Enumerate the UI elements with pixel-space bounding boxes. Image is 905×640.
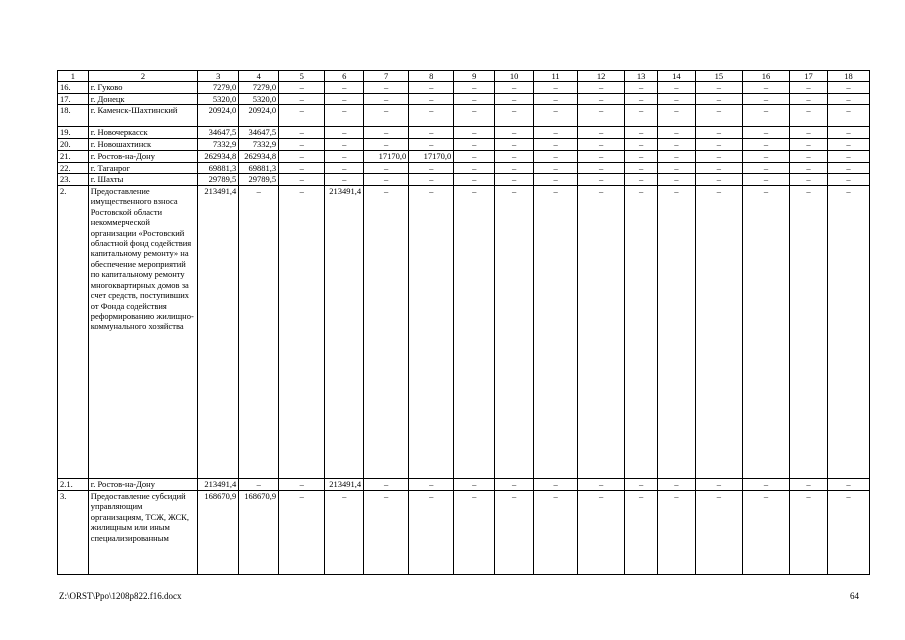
table-cell: – bbox=[742, 162, 789, 173]
table-cell: – bbox=[657, 93, 695, 104]
table-cell: – bbox=[364, 93, 409, 104]
table-cell: – bbox=[279, 162, 325, 173]
row-number: 2.1. bbox=[58, 479, 89, 491]
table-cell: – bbox=[742, 105, 789, 127]
table-row bbox=[58, 139, 870, 150]
table-cell: – bbox=[495, 127, 534, 139]
table-cell: – bbox=[279, 93, 325, 104]
table-cell: – bbox=[625, 174, 658, 186]
table-cell: – bbox=[279, 150, 325, 162]
table-cell: 213491,4 bbox=[325, 479, 364, 491]
table-cell: 213491,4 bbox=[198, 479, 239, 491]
table-cell: – bbox=[495, 491, 534, 575]
table-cell: – bbox=[534, 162, 578, 173]
table-row bbox=[58, 479, 870, 491]
table-cell: – bbox=[279, 174, 325, 186]
table-row bbox=[58, 491, 870, 575]
table-cell: – bbox=[279, 139, 325, 150]
table-cell: – bbox=[534, 174, 578, 186]
row-number: 22. bbox=[58, 162, 89, 173]
table-cell: – bbox=[657, 491, 695, 575]
table-cell: – bbox=[534, 491, 578, 575]
table-cell: 34647,5 bbox=[239, 127, 279, 139]
table-cell: – bbox=[454, 162, 495, 173]
table-cell: – bbox=[790, 150, 828, 162]
table-row bbox=[58, 150, 870, 162]
table-cell: – bbox=[625, 479, 658, 491]
table-cell: – bbox=[827, 82, 869, 93]
column-header-2: 2 bbox=[88, 71, 198, 82]
table-cell: – bbox=[279, 105, 325, 127]
column-header-1: 1 bbox=[58, 71, 89, 82]
table-cell: – bbox=[325, 82, 364, 93]
row-name: г. Гуково bbox=[88, 82, 198, 93]
table-cell: – bbox=[364, 186, 409, 479]
table-cell: – bbox=[409, 105, 454, 127]
table-cell: – bbox=[625, 82, 658, 93]
table-cell: – bbox=[827, 105, 869, 127]
table-cell: – bbox=[364, 174, 409, 186]
table-cell: – bbox=[625, 186, 658, 479]
table-cell: – bbox=[625, 105, 658, 127]
row-name: г. Ростов-на-Дону bbox=[88, 150, 198, 162]
table-cell: – bbox=[279, 479, 325, 491]
table-cell: – bbox=[790, 139, 828, 150]
table-cell: – bbox=[454, 139, 495, 150]
table-cell: – bbox=[239, 186, 279, 479]
table-cell: – bbox=[325, 174, 364, 186]
table-cell: – bbox=[325, 150, 364, 162]
table-cell: – bbox=[534, 127, 578, 139]
table-cell: – bbox=[409, 139, 454, 150]
table-cell: – bbox=[454, 127, 495, 139]
table-cell: – bbox=[657, 186, 695, 479]
table-row bbox=[58, 93, 870, 104]
table-cell: – bbox=[495, 93, 534, 104]
table-cell: – bbox=[534, 479, 578, 491]
table-cell: – bbox=[325, 127, 364, 139]
table-cell: – bbox=[495, 139, 534, 150]
table-cell: – bbox=[742, 491, 789, 575]
table-cell: – bbox=[827, 491, 869, 575]
table-cell: – bbox=[657, 82, 695, 93]
table-cell: – bbox=[742, 150, 789, 162]
table-cell: – bbox=[625, 162, 658, 173]
table-cell: – bbox=[454, 186, 495, 479]
table-cell: – bbox=[827, 186, 869, 479]
table-cell: 262934,8 bbox=[239, 150, 279, 162]
table-row bbox=[58, 162, 870, 173]
table-cell: – bbox=[657, 174, 695, 186]
table-cell: – bbox=[625, 127, 658, 139]
table-cell: – bbox=[364, 491, 409, 575]
table-cell: – bbox=[827, 162, 869, 173]
row-name: г. Таганрог bbox=[88, 162, 198, 173]
table-cell: – bbox=[409, 127, 454, 139]
table-cell: – bbox=[578, 93, 625, 104]
table-cell: – bbox=[790, 162, 828, 173]
table-cell: – bbox=[454, 82, 495, 93]
column-header-18: 18 bbox=[827, 71, 869, 82]
column-header-14: 14 bbox=[657, 71, 695, 82]
row-number: 21. bbox=[58, 150, 89, 162]
table-cell: – bbox=[578, 105, 625, 127]
table-cell: – bbox=[578, 150, 625, 162]
column-header-11: 11 bbox=[534, 71, 578, 82]
table-cell: 69881,3 bbox=[239, 162, 279, 173]
table-cell: 168670,9 bbox=[198, 491, 239, 575]
table-cell: – bbox=[742, 186, 789, 479]
table-cell: – bbox=[827, 127, 869, 139]
table-cell: – bbox=[657, 479, 695, 491]
table-cell: – bbox=[534, 139, 578, 150]
column-header-16: 16 bbox=[742, 71, 789, 82]
table-cell: – bbox=[495, 479, 534, 491]
table-cell: – bbox=[325, 139, 364, 150]
table-cell: – bbox=[695, 150, 742, 162]
table-cell: 34647,5 bbox=[198, 127, 239, 139]
row-number: 17. bbox=[58, 93, 89, 104]
table-cell: – bbox=[578, 174, 625, 186]
table-cell: 20924,0 bbox=[239, 105, 279, 127]
table-cell: – bbox=[534, 93, 578, 104]
table-row bbox=[58, 127, 870, 139]
table-cell: – bbox=[827, 150, 869, 162]
table-cell: – bbox=[454, 150, 495, 162]
table-cell: – bbox=[790, 186, 828, 479]
table-cell: 29789,5 bbox=[239, 174, 279, 186]
table-cell: – bbox=[534, 186, 578, 479]
row-number: 2. bbox=[58, 186, 89, 479]
table-cell: – bbox=[657, 127, 695, 139]
table-cell: – bbox=[239, 479, 279, 491]
data-table bbox=[57, 70, 870, 575]
table-cell: – bbox=[325, 93, 364, 104]
table-cell: – bbox=[325, 105, 364, 127]
table-cell: – bbox=[790, 127, 828, 139]
table-cell: – bbox=[827, 93, 869, 104]
table-cell: – bbox=[790, 82, 828, 93]
table-cell: – bbox=[695, 82, 742, 93]
table-cell: 5320,0 bbox=[198, 93, 239, 104]
table-cell: – bbox=[695, 479, 742, 491]
column-header-13: 13 bbox=[625, 71, 658, 82]
table-cell: – bbox=[625, 139, 658, 150]
table-cell: – bbox=[364, 479, 409, 491]
table-row bbox=[58, 82, 870, 93]
row-name: г. Новошахтинск bbox=[88, 139, 198, 150]
table-row bbox=[58, 174, 870, 186]
row-name: г. Шахты bbox=[88, 174, 198, 186]
table-cell: – bbox=[578, 479, 625, 491]
column-header-12: 12 bbox=[578, 71, 625, 82]
table-cell: – bbox=[409, 479, 454, 491]
row-number: 19. bbox=[58, 127, 89, 139]
table-cell: – bbox=[742, 174, 789, 186]
table-cell: – bbox=[695, 174, 742, 186]
footer-file-path: Z:\ORST\Ppo\1208p822.f16.docx bbox=[59, 591, 182, 601]
table-cell: – bbox=[695, 491, 742, 575]
table-cell: – bbox=[454, 479, 495, 491]
table-cell: – bbox=[495, 105, 534, 127]
table-cell: – bbox=[454, 491, 495, 575]
table-cell: – bbox=[495, 82, 534, 93]
table-row bbox=[58, 105, 870, 127]
table-cell: – bbox=[495, 186, 534, 479]
table-cell: 17170,0 bbox=[409, 150, 454, 162]
table-cell: – bbox=[578, 139, 625, 150]
table-cell: 213491,4 bbox=[325, 186, 364, 479]
table-cell: – bbox=[454, 174, 495, 186]
table-cell: – bbox=[325, 491, 364, 575]
column-header-17: 17 bbox=[790, 71, 828, 82]
table-cell: – bbox=[578, 186, 625, 479]
column-header-6: 6 bbox=[325, 71, 364, 82]
column-header-15: 15 bbox=[695, 71, 742, 82]
table-cell: – bbox=[625, 150, 658, 162]
table-cell: – bbox=[790, 479, 828, 491]
row-name: г. Каменск-Шахтинский bbox=[88, 105, 198, 127]
table-cell: – bbox=[790, 105, 828, 127]
table-cell: – bbox=[657, 105, 695, 127]
table-cell: – bbox=[364, 127, 409, 139]
table-cell: – bbox=[279, 491, 325, 575]
page-number: 64 bbox=[850, 591, 859, 601]
row-number: 23. bbox=[58, 174, 89, 186]
table-cell: – bbox=[742, 93, 789, 104]
row-number: 16. bbox=[58, 82, 89, 93]
table-cell: – bbox=[325, 162, 364, 173]
row-number: 18. bbox=[58, 105, 89, 127]
table-cell: 17170,0 bbox=[364, 150, 409, 162]
table-cell: – bbox=[409, 174, 454, 186]
column-header-9: 9 bbox=[454, 71, 495, 82]
table-cell: – bbox=[454, 93, 495, 104]
table-cell: 29789,5 bbox=[198, 174, 239, 186]
column-header-3: 3 bbox=[198, 71, 239, 82]
table-cell: – bbox=[695, 127, 742, 139]
table-cell: – bbox=[695, 105, 742, 127]
table-cell: – bbox=[790, 174, 828, 186]
table-cell: – bbox=[279, 82, 325, 93]
table-cell: – bbox=[495, 150, 534, 162]
table-cell: – bbox=[695, 162, 742, 173]
column-header-5: 5 bbox=[279, 71, 325, 82]
table-cell: – bbox=[279, 127, 325, 139]
table-cell: – bbox=[578, 82, 625, 93]
table-cell: – bbox=[742, 127, 789, 139]
table-cell: – bbox=[625, 491, 658, 575]
table-cell: – bbox=[409, 82, 454, 93]
table-cell: 262934,8 bbox=[198, 150, 239, 162]
table-cell: 20924,0 bbox=[198, 105, 239, 127]
table-cell: – bbox=[695, 139, 742, 150]
table-cell: 7279,0 bbox=[239, 82, 279, 93]
table-cell: 5320,0 bbox=[239, 93, 279, 104]
table-cell: – bbox=[364, 139, 409, 150]
table-cell: – bbox=[364, 82, 409, 93]
table-cell: – bbox=[625, 93, 658, 104]
table-cell: – bbox=[409, 186, 454, 479]
table-cell: 7332,9 bbox=[239, 139, 279, 150]
table-cell: – bbox=[279, 186, 325, 479]
table-cell: – bbox=[534, 82, 578, 93]
table-cell: – bbox=[790, 93, 828, 104]
table-cell: 213491,4 bbox=[198, 186, 239, 479]
table-cell: – bbox=[454, 105, 495, 127]
column-header-7: 7 bbox=[364, 71, 409, 82]
row-number: 20. bbox=[58, 139, 89, 150]
table-cell: – bbox=[790, 491, 828, 575]
table-cell: – bbox=[695, 186, 742, 479]
table-cell: – bbox=[578, 162, 625, 173]
column-header-4: 4 bbox=[239, 71, 279, 82]
table-cell: – bbox=[742, 479, 789, 491]
column-header-8: 8 bbox=[409, 71, 454, 82]
table-cell: – bbox=[578, 127, 625, 139]
table-cell: – bbox=[695, 93, 742, 104]
column-header-10: 10 bbox=[495, 71, 534, 82]
header-row bbox=[58, 71, 870, 82]
row-number: 3. bbox=[58, 491, 89, 575]
table-cell: – bbox=[827, 479, 869, 491]
row-name: г. Донецк bbox=[88, 93, 198, 104]
table-cell: – bbox=[657, 139, 695, 150]
table-cell: – bbox=[409, 93, 454, 104]
table-cell: – bbox=[364, 162, 409, 173]
table-cell: 69881,3 bbox=[198, 162, 239, 173]
table-cell: – bbox=[742, 82, 789, 93]
row-name: г. Ростов-на-Дону bbox=[88, 479, 198, 491]
table-cell: – bbox=[495, 162, 534, 173]
table-cell: – bbox=[534, 105, 578, 127]
table-cell: 168670,9 bbox=[239, 491, 279, 575]
row-name: Предоставление субсидий управляющим организациям, ТСЖ, ЖСК, жилищным или иным специализированным bbox=[88, 491, 198, 575]
table-cell: – bbox=[657, 162, 695, 173]
table-cell: – bbox=[657, 150, 695, 162]
table-cell: 7332,9 bbox=[198, 139, 239, 150]
row-name: г. Новочеркасск bbox=[88, 127, 198, 139]
table-row bbox=[58, 186, 870, 479]
table-cell: 7279,0 bbox=[198, 82, 239, 93]
table-cell: – bbox=[495, 174, 534, 186]
table-cell: – bbox=[742, 139, 789, 150]
table-cell: – bbox=[364, 105, 409, 127]
table-cell: – bbox=[578, 491, 625, 575]
table-cell: – bbox=[827, 139, 869, 150]
row-name: Предоставление имущественного взноса Ростовской области некоммерческой организации «Ростовский областной фонд содействия капитальному ремонту» на обеспечение мероприятий по капитальному ремонту многоквартирных домов за счет средств, поступивших от Фонда содействия реформированию жилищно-коммунального хозяйства bbox=[88, 186, 198, 479]
table-cell: – bbox=[827, 174, 869, 186]
table-cell: – bbox=[409, 162, 454, 173]
table-cell: – bbox=[409, 491, 454, 575]
table-cell: – bbox=[534, 150, 578, 162]
